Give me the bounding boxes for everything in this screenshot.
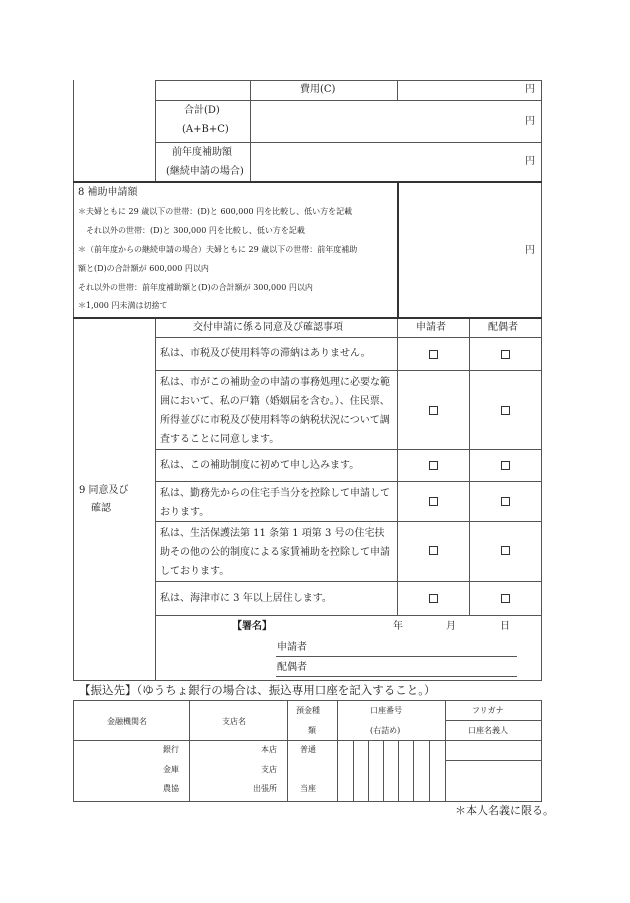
signature-day: 日 (500, 621, 510, 632)
bank-type-nokyo: 農協 (163, 784, 179, 793)
consent-item-3: 私は、この補助制度に初めて申し込みます。 (160, 460, 360, 471)
consent-item-1: 私は、市税及び使用料等の滞納はありません。 (160, 348, 371, 359)
consent-2-applicant-checkbox[interactable] (429, 406, 438, 415)
section8-note-4: 額と(D)の合計額が 600,000 円以内 (78, 264, 209, 273)
section9-title: 9 同意及び (79, 485, 129, 496)
section8-note-3: ＊（前年度からの継続申請の場合）夫婦ともに 29 歳以下の世帯：前年度補助 (78, 245, 358, 254)
signature-applicant-label: 申請者 (277, 642, 307, 653)
prev-year-unit: 円 (525, 156, 535, 167)
bank-type-kinko: 金庫 (163, 765, 179, 774)
section8-unit: 円 (525, 245, 535, 256)
account-number-input[interactable] (338, 741, 444, 800)
consent-4-spouse-checkbox[interactable] (501, 497, 510, 506)
section8-note-2: それ以外の世帯：(D)と 300,000 円を比較し、低い方を記載 (78, 226, 305, 235)
expense-c-unit: 円 (525, 84, 535, 95)
consent-3-spouse-checkbox[interactable] (501, 461, 510, 470)
consent-2-spouse-checkbox[interactable] (501, 406, 510, 415)
transfer-header-holder: 口座名義人 (468, 726, 508, 735)
signature-spouse-label: 配偶者 (277, 662, 307, 673)
prev-year-input[interactable] (251, 143, 540, 181)
branch-type-main: 本店 (261, 745, 277, 754)
consent-6-spouse-checkbox[interactable] (501, 594, 510, 603)
signature-month: 月 (446, 621, 456, 632)
furigana-input[interactable] (446, 741, 540, 759)
signature-applicant-line[interactable] (276, 656, 517, 657)
consent-3-applicant-checkbox[interactable] (429, 461, 438, 470)
section8-note-1: ＊夫婦ともに 29 歳以下の世帯：(D)と 600,000 円を比較し、低い方を記載 (78, 207, 353, 216)
transfer-header-deposit-1: 預金種 (296, 706, 320, 715)
total-d-sublabel: (A+B+C) (182, 124, 229, 135)
signature-spouse-line[interactable] (276, 676, 517, 677)
total-d-input[interactable] (251, 101, 540, 142)
transfer-heading: 【振込先】（ゆうちょ銀行の場合は、振込専用口座を記入すること。） (79, 683, 436, 697)
transfer-header-bank: 金融機関名 (107, 717, 147, 726)
consent-1-spouse-checkbox[interactable] (501, 350, 510, 359)
prev-year-sublabel: (継続申請の場合) (166, 166, 244, 177)
total-d-label: 合計(D) (184, 105, 220, 116)
transfer-header-account: 口座番号 (370, 706, 402, 715)
expense-c-label: 費用(C) (300, 84, 336, 95)
consent-item-5: 私は、生活保護法第 11 条第 1 項第 3 号の住宅扶助その他の公的制度による家賃補助を控除して申請しております。 (160, 528, 390, 577)
section8-note-6: ＊1,000 円未満は切捨て (78, 301, 168, 310)
branch-type-office: 出張所 (253, 784, 277, 793)
consent-header-applicant: 申請者 (416, 322, 446, 333)
section8-note-5: それ以外の世帯：前年度補助額と(D)の合計額が 300,000 円以内 (78, 283, 313, 292)
consent-5-applicant-checkbox[interactable] (429, 546, 438, 555)
signature-label: 【署名】 (232, 621, 272, 632)
deposit-type-ordinary[interactable]: 普通 (300, 745, 316, 754)
bank-type-bank: 銀行 (163, 745, 179, 754)
consent-header-item: 交付申請に係る同意及び確認事項 (193, 322, 343, 333)
consent-header-spouse: 配偶者 (488, 322, 518, 333)
consent-item-6: 私は、海津市に 3 年以上居住します。 (160, 593, 332, 604)
prev-year-label: 前年度補助額 (172, 147, 232, 158)
transfer-header-deposit-2: 類 (308, 726, 316, 735)
branch-type-branch: 支店 (261, 765, 277, 774)
section9-title-2: 確認 (91, 503, 111, 514)
section8-title: 8 補助申請額 (78, 187, 138, 198)
consent-item-4: 私は、勤務先からの住宅手当分を控除して申請しております。 (160, 488, 390, 518)
consent-4-applicant-checkbox[interactable] (429, 497, 438, 506)
consent-1-applicant-checkbox[interactable] (429, 350, 438, 359)
transfer-footnote: ＊本人名義に限る。 (455, 804, 554, 817)
transfer-header-furigana: フリガナ (472, 706, 504, 715)
consent-item-2: 私は、市がこの補助金の申請の事務処理に必要な範囲において、私の戸籍（婚姻届を含む。）、住民票、所得並びに市税及び使用料等の納税状況について調査することに同意します。 (160, 377, 390, 445)
consent-5-spouse-checkbox[interactable] (501, 546, 510, 555)
deposit-type-current[interactable]: 当座 (300, 784, 316, 793)
section8-amount-input[interactable] (400, 184, 540, 316)
transfer-header-branch: 支店名 (222, 717, 246, 726)
total-d-unit: 円 (525, 116, 535, 127)
branch-name-input[interactable] (191, 741, 251, 800)
bank-name-input[interactable] (75, 741, 161, 800)
consent-6-applicant-checkbox[interactable] (429, 594, 438, 603)
transfer-header-account-sub: (右詰め) (370, 726, 401, 735)
signature-year: 年 (393, 621, 403, 632)
account-holder-input[interactable] (446, 761, 540, 800)
